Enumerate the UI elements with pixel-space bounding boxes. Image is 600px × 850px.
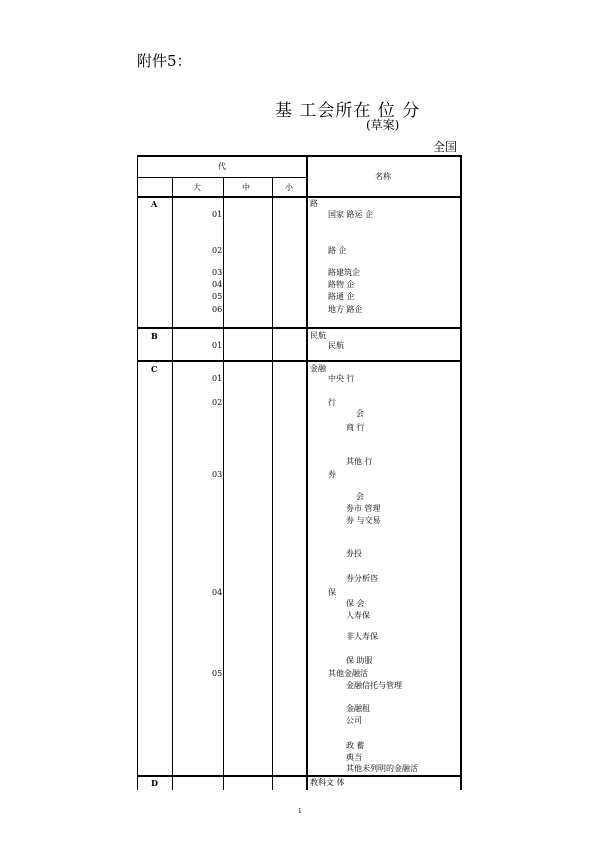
page-title: 基 工会所在 位 分 <box>275 101 421 121</box>
row-code-major: D <box>151 778 158 788</box>
row-code-major: A <box>151 199 158 209</box>
section-divider-b-top <box>137 327 461 329</box>
page-subtitle: (草案) <box>366 118 400 132</box>
row-name: 其他未列明的金融活 <box>346 764 418 773</box>
attachment-label: 附件5： <box>137 52 192 70</box>
row-name: 人寿保 <box>346 611 370 620</box>
header-sub-divider <box>137 177 307 178</box>
row-code-middle: 01 <box>212 374 223 383</box>
row-code-middle: 04 <box>212 588 223 597</box>
row-name: 地方 路企 <box>328 305 363 314</box>
row-name: 其他 行 <box>346 457 373 466</box>
code-name-divider <box>306 155 308 790</box>
row-code-middle: 04 <box>212 280 223 289</box>
row-name: 民航 <box>328 341 344 350</box>
page-number: 1 <box>298 808 302 815</box>
row-name: 保 会 <box>346 599 365 608</box>
code-header: 代 <box>218 162 226 171</box>
row-name: 保 <box>328 588 336 597</box>
row-name: 中央 行 <box>328 374 355 383</box>
row-name: 路 企 <box>328 246 347 255</box>
col-header-major: 大 <box>193 183 201 192</box>
row-code-middle: 05 <box>212 669 223 678</box>
section-divider-d <box>137 775 461 777</box>
header-bottom <box>137 196 461 198</box>
row-name: 公司 <box>346 716 362 725</box>
row-name: 其他金融活 <box>328 669 368 678</box>
table-border-left <box>137 155 138 790</box>
row-name: 券 <box>328 470 336 479</box>
row-code-middle: 01 <box>212 210 223 219</box>
col-divider-2 <box>223 177 224 790</box>
row-name: 会 <box>356 409 364 418</box>
row-name: 券 与交易 <box>346 516 381 525</box>
row-code-middle: 06 <box>212 305 223 314</box>
col-divider-3 <box>272 177 273 790</box>
row-name: 非人寿保 <box>346 632 378 641</box>
col-header-middle: 中 <box>242 183 250 192</box>
name-header: 名称 <box>375 172 391 181</box>
row-code-middle: 02 <box>212 246 223 255</box>
table-border-right <box>460 155 462 790</box>
table-border-top <box>137 155 461 157</box>
col-header-minor: 小 <box>285 183 293 192</box>
row-name: 民航 <box>310 331 326 340</box>
region-label: 全国 <box>433 140 458 154</box>
row-name: 路 <box>310 199 318 208</box>
row-name: 券投 <box>346 549 362 558</box>
row-code-middle: 01 <box>212 341 223 350</box>
row-name: 金融租 <box>346 704 370 713</box>
row-name: 会 <box>356 492 364 501</box>
col-divider-1 <box>172 177 173 790</box>
row-name: 典当 <box>346 753 362 762</box>
row-name: 商 行 <box>346 423 365 432</box>
row-name: 路建筑企 <box>328 268 360 277</box>
row-code-middle: 03 <box>212 470 223 479</box>
row-name: 行 <box>328 398 336 407</box>
row-name: 教科文 体 <box>310 778 345 787</box>
row-name: 金融 <box>310 364 326 373</box>
row-name: 路物 企 <box>328 280 355 289</box>
row-code-middle: 03 <box>212 268 223 277</box>
row-code-middle: 02 <box>212 398 223 407</box>
section-divider-b-bottom <box>137 360 461 362</box>
row-name: 金融信托与管理 <box>346 681 402 690</box>
row-code-middle: 05 <box>212 292 223 301</box>
row-name: 保 助服 <box>346 656 373 665</box>
row-code-major: B <box>151 331 158 341</box>
row-name: 政 蓄 <box>346 741 365 750</box>
row-name: 券分析咨 <box>346 574 378 583</box>
row-name: 路通 企 <box>328 292 355 301</box>
row-code-major: C <box>151 364 158 374</box>
row-name: 国家 路运 企 <box>328 210 374 219</box>
row-name: 券市 管理 <box>346 504 381 513</box>
